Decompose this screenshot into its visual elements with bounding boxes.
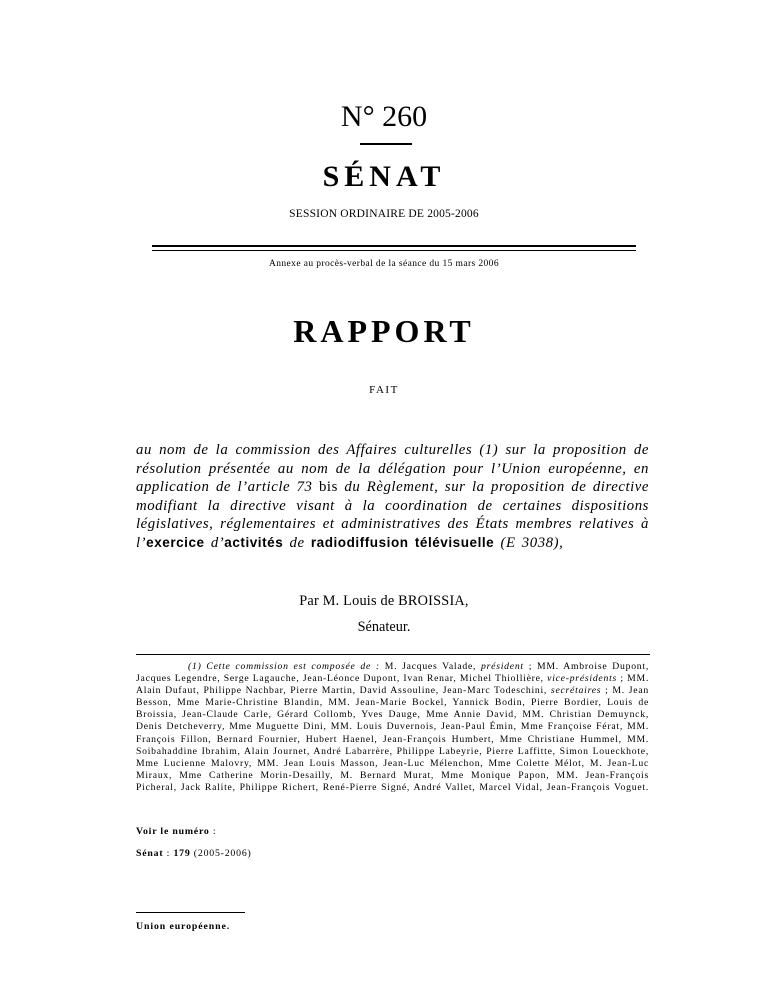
intro-bold-exercice: exercice [146,534,205,550]
header-rule-thick [152,245,636,247]
intro-bold-activites: activités [224,534,284,550]
intro-bis: bis [318,479,338,496]
annexe-note: Annexe au procès-verbal de la séance du 15 mars 2006 [269,259,499,269]
intro-text-3: d’ [204,534,225,551]
intro-text-4: de [283,534,311,551]
intro-text-5: (E 3038), [494,534,564,551]
commission-composition [136,661,649,794]
senat-ref-label: Sénat [136,848,164,859]
composition-text-3: ; MM. Alain Dufaut, Philippe Nachbar, Pierre Martin, David Assouline, Jean-Marc Todeschini, [136,673,649,697]
composition-text-4: ; M. Jean Besson, Mme Marie-Christine Blandin, MM. Jean-Marie Bockel, Yannick Bodin, Pierre Bordier, Louis de Broissia, Jean-Claude Carle, Gérard Collomb, Yves Dauge, Mme Annie David, MM. Christian Demuynck, Denis Detcheverry, Mme Muguette Dini, MM. Louis Duvernois, Jean-Paul Émin, Mme Françoise Férat, MM. François Fillon, Bernard Fournier, Hubert Haenel, Jean-François Humbert, Mme Christiane Hummel, MM. Soibahaddine Ibrahim, Alain Journet, André Labarrère, Philippe Labeyrie, Pierre Laffitte, Simon Loueckhote, Mme Lucienne Malovry, MM. Jean Louis Masson, Jean-Luc Mélenchon, Mme Colette Mélot, M. Jean-Luc Miraux, Mme Catherine Morin-Desailly, M. Bernard Murat, Mme Monique Papon, MM. Jean-François Picheral, Jack Ralite, Philippe Richert, René-Pierre Signé, André Vallet, Marcel Vidal, Jean-François Voguet. [136,685,649,793]
number-underline [360,143,412,145]
report-title: RAPPORT [293,313,475,349]
intro-text-2: du Règlement, sur la proposition de directive modifiant la directive visant à la coordination de certaines dispositions législatives, réglementaires et administratives des États membres relatives à l’ [136,479,649,551]
document-number: N° 260 [340,100,428,133]
intro-text-1: au nom de la commission des Affaires culturelles (1) sur la proposition de résolution présentée au nom de la délégation pour l’Union européenne, en application de l’article 73 [136,442,649,496]
composition-president: président [481,661,524,672]
senat-ref-sep: : [163,848,174,859]
composition-text-2: ; MM. Ambroise Dupont, Jacques Legendre, Serge Lagauche, Jean-Léonce Dupont, Ivan Renar, Michel Thiollière, [136,661,649,685]
author-line: Par M. Louis de BROISSIA, [299,593,469,609]
see-number-sep: : [209,826,217,837]
session-label: SESSION ORDINAIRE DE 2005-2006 [289,208,479,220]
composition-secretaires: secrétaires [550,685,602,697]
chamber-title: SÉNAT [322,160,446,193]
footnote-separator [136,654,650,655]
see-number-text: Voir le numéro [136,826,210,837]
senat-ref-year: (2005-2006) [190,848,252,859]
footer-rule [136,912,245,913]
report-subtitle: FAIT [369,384,399,396]
composition-lead: (1) Cette commission est composée de : [188,661,380,672]
senat-reference [136,848,252,859]
author-role: Sénateur. [357,619,411,635]
senat-ref-number: 179 [173,848,191,859]
header-rule-thin [152,250,636,251]
composition-vice-presidents: vice-présidents [547,673,618,685]
see-number-label [136,826,216,837]
intro-bold-radiodiffusion: radiodiffusion télévisuelle [310,534,495,550]
composition-text-1: M. Jacques Valade, [379,661,482,672]
report-description [136,441,649,553]
footer-label: Union européenne. [136,921,231,932]
